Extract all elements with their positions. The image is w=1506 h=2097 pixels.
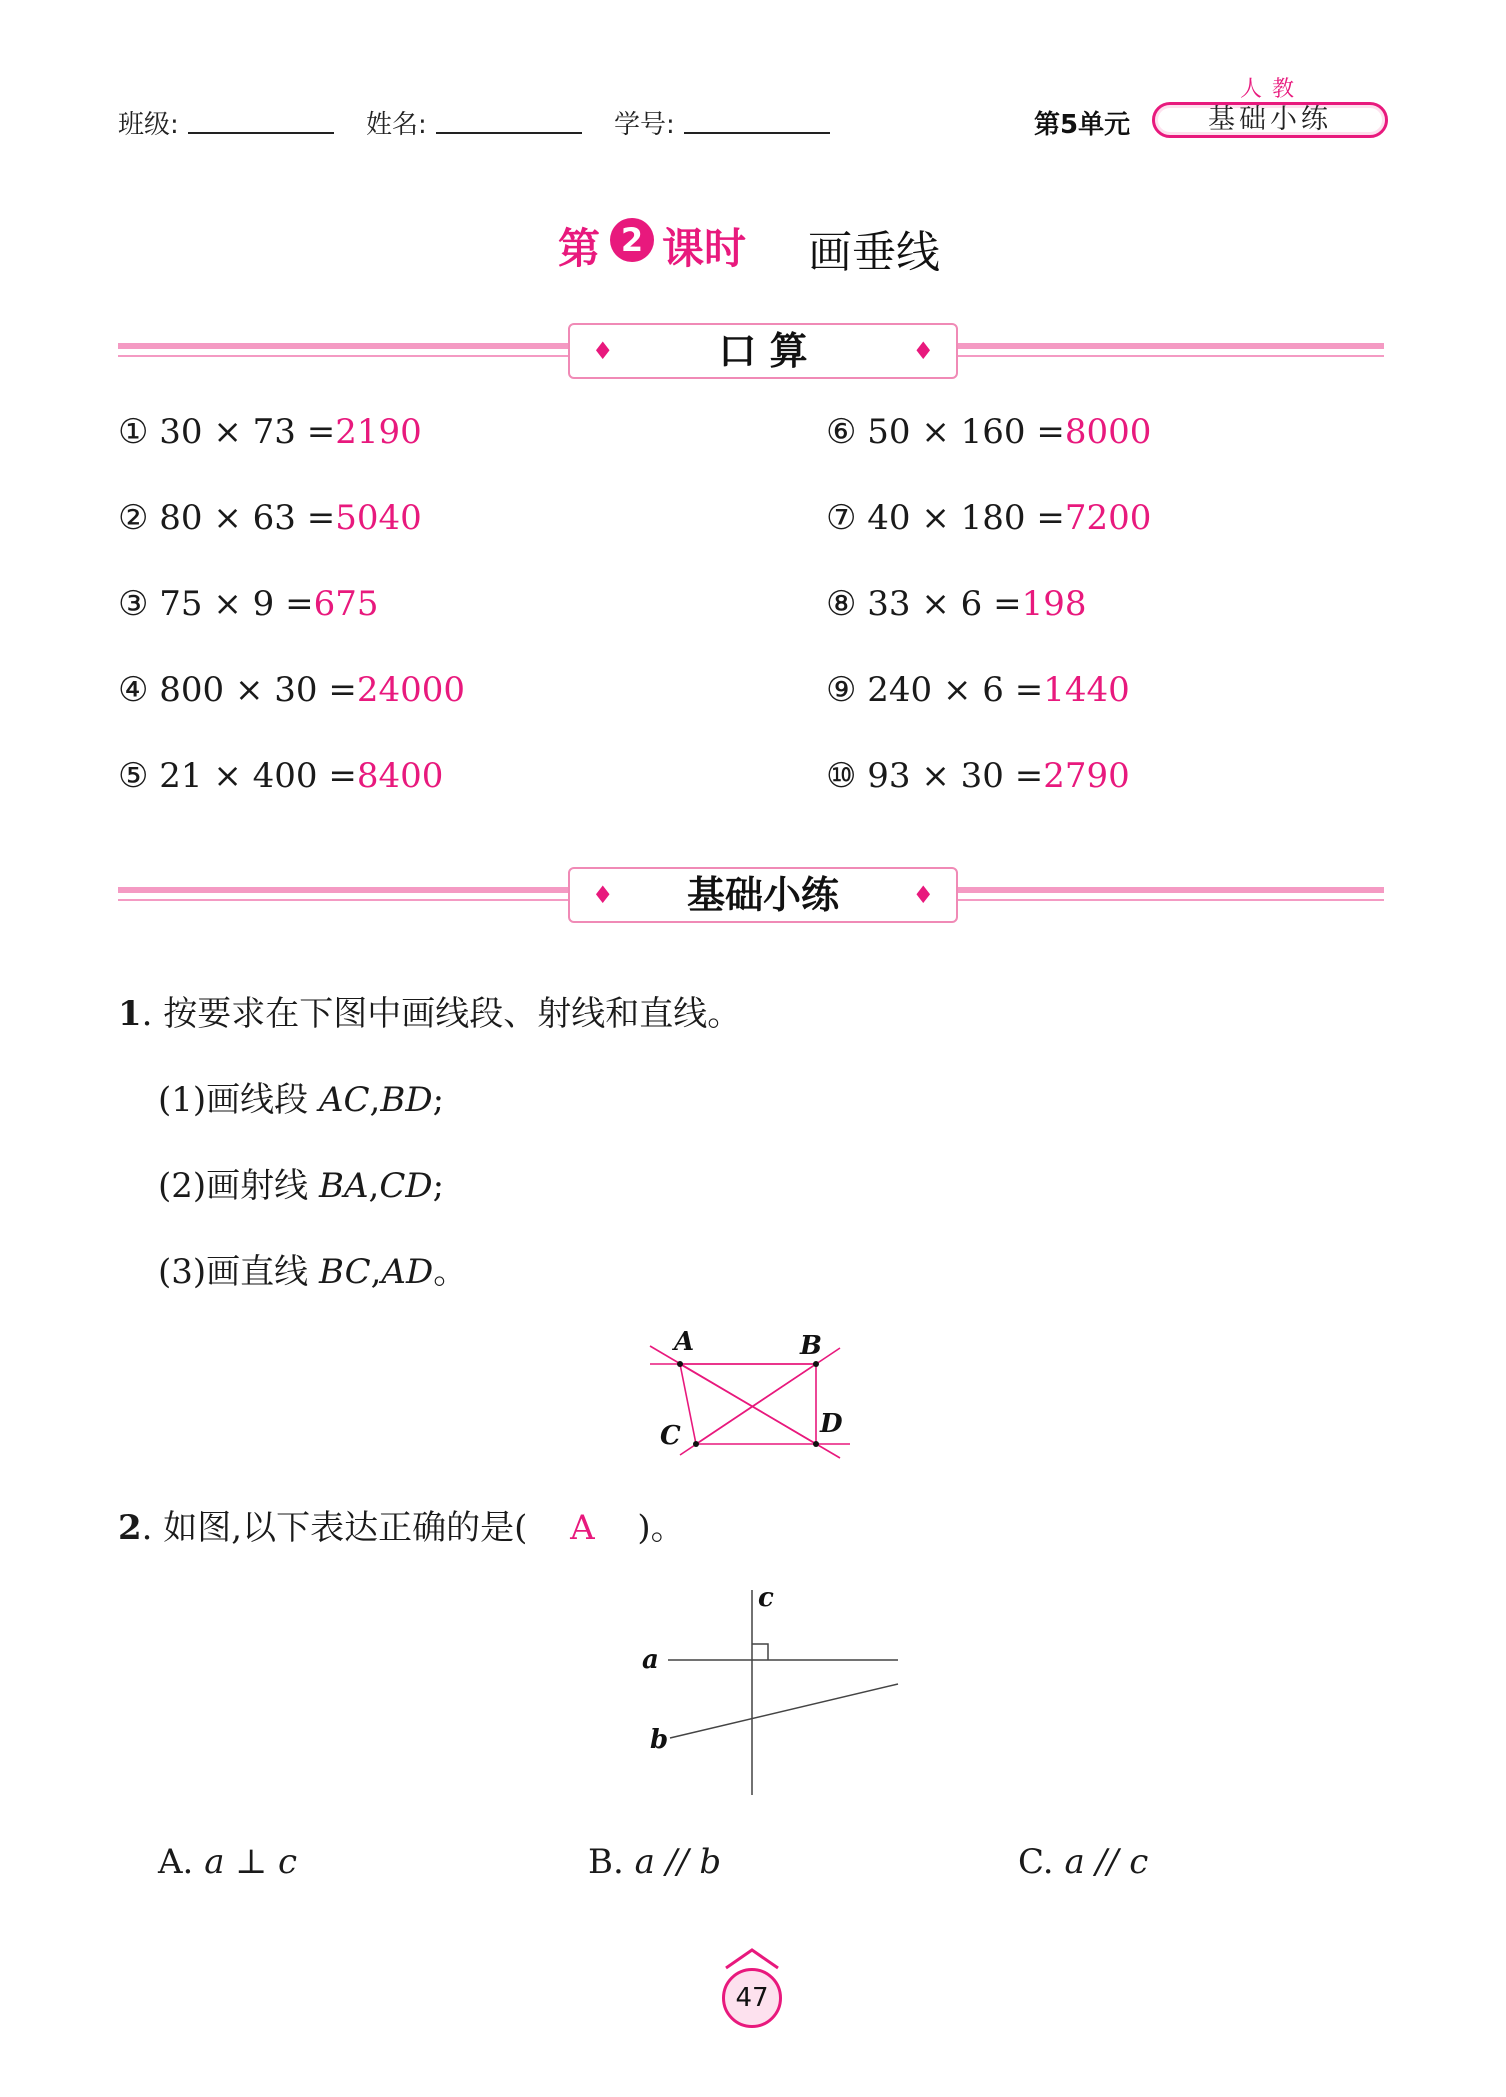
brand-badge: 基础小练 <box>1152 102 1388 138</box>
calc-answer: 1440 <box>1043 670 1130 710</box>
line-b <box>670 1684 898 1738</box>
lesson-suffix: 课时 <box>662 224 747 273</box>
point-label-a: A <box>674 1327 695 1357</box>
calc-item: ⑤ 21 × 400 =8400 <box>118 756 444 796</box>
calc-item: ② 80 × 63 =5040 <box>118 498 422 538</box>
question-1-part-3: (3)画直线 BC,AD。 <box>158 1252 468 1292</box>
point-label-c: C <box>660 1421 681 1451</box>
question-1: 1. 按要求在下图中画线段、射线和直线。 <box>118 994 742 1034</box>
calc-answer: 198 <box>1021 584 1087 624</box>
class-label: 班级: <box>118 110 179 140</box>
diamond-icon: ♦ <box>912 337 934 365</box>
page-title: 画垂线 <box>808 227 940 278</box>
calc-answer: 5040 <box>335 498 422 538</box>
section-heading-oral <box>568 323 958 379</box>
calc-answer: 8400 <box>356 756 444 796</box>
calc-item: ⑦ 40 × 180 =7200 <box>826 498 1152 538</box>
name-label: 姓名: <box>366 110 427 140</box>
house-roof-icon <box>722 1946 782 1970</box>
question-2: 2. 如图,以下表达正确的是( A )。 <box>118 1508 685 1548</box>
diamond-icon: ♦ <box>592 881 614 909</box>
calc-answer: 8000 <box>1064 412 1152 452</box>
section-heading-basic <box>568 867 958 923</box>
calc-answer: 7200 <box>1064 498 1152 538</box>
figure-lines-abc <box>630 1580 910 1800</box>
option-b[interactable]: B. a // b <box>588 1842 722 1882</box>
lesson-number: 2 <box>610 218 654 262</box>
option-a[interactable]: A. a ⊥ c <box>158 1842 298 1882</box>
unit-label: 第5单元 <box>1034 110 1131 140</box>
point-label-b: B <box>800 1331 822 1361</box>
line-label-b: b <box>650 1725 669 1755</box>
segment-ac <box>680 1364 696 1444</box>
class-blank[interactable] <box>188 104 334 134</box>
calc-answer: 2790 <box>1043 756 1130 796</box>
figure-lines-abcd <box>640 1320 870 1470</box>
student-id-label: 学号: <box>614 110 675 140</box>
calc-answer: 675 <box>313 584 379 624</box>
calc-answer: 2190 <box>335 412 422 452</box>
basic-heading-text: 基础小练 <box>686 873 839 917</box>
calc-item: ⑧ 33 × 6 =198 <box>826 584 1087 624</box>
calc-item: ③ 75 × 9 =675 <box>118 584 379 624</box>
question-1-part-1: (1)画线段 AC,BD; <box>158 1080 445 1120</box>
page-number: 47 <box>722 1968 782 2028</box>
oral-heading-text: 口 算 <box>718 329 808 373</box>
right-angle-mark <box>752 1644 768 1660</box>
question-1-part-2: (2)画射线 BA,CD; <box>158 1166 445 1206</box>
line-label-a: a <box>642 1645 659 1675</box>
diamond-icon: ♦ <box>592 337 614 365</box>
calc-item: ⑨ 240 × 6 =1440 <box>826 670 1130 710</box>
student-id-blank[interactable] <box>684 104 830 134</box>
diamond-icon: ♦ <box>912 881 934 909</box>
calc-item: ⑥ 50 × 160 =8000 <box>826 412 1152 452</box>
lesson-prefix: 第 <box>558 224 601 273</box>
calc-item: ① 30 × 73 =2190 <box>118 412 422 452</box>
answer-blank[interactable]: A <box>570 1508 595 1548</box>
name-blank[interactable] <box>436 104 582 134</box>
calc-answer: 24000 <box>356 670 466 710</box>
option-c[interactable]: C. a // c <box>1018 1842 1149 1882</box>
publisher-label: 人教 <box>1240 77 1305 102</box>
point-label-d: D <box>820 1409 843 1439</box>
calc-item: ⑩ 93 × 30 =2790 <box>826 756 1130 796</box>
line-label-c: c <box>758 1583 774 1613</box>
calc-item: ④ 800 × 30 =24000 <box>118 670 466 710</box>
